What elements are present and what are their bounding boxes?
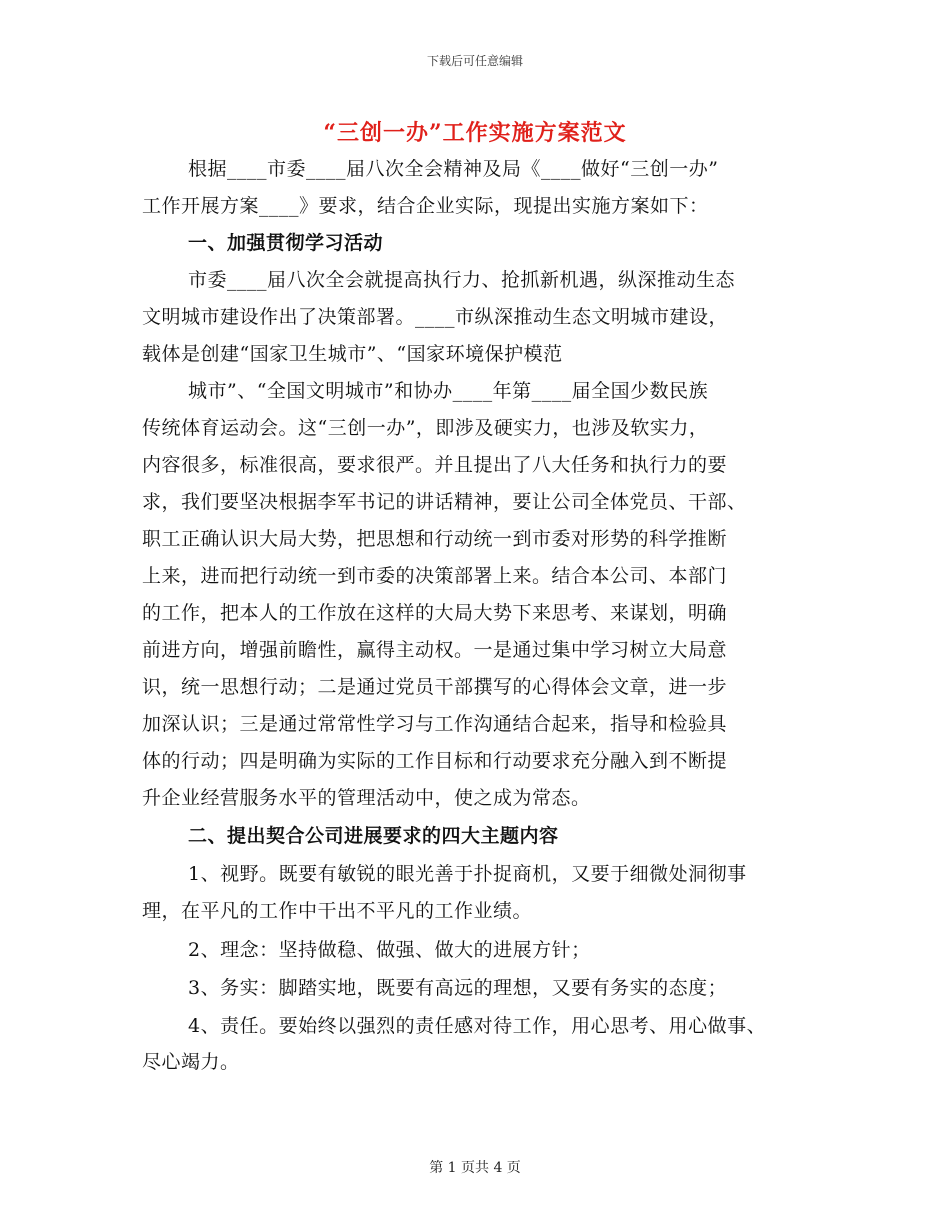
paragraph-line: 根据____市委____届八次全会精神及局《____做好“三创一办”	[188, 158, 719, 180]
page-footer: 第 1 页共 4 页	[429, 1160, 521, 1176]
paragraph-line: 工作开展方案____》要求，结合企业实际，现提出实施方案如下：	[142, 195, 709, 217]
paragraph-line: 市委____届八次全会就提高执行力、抢抓新机遇，纵深推动生态	[188, 269, 736, 291]
paragraph-line: 文明城市建设作出了决策部署。____市纵深推动生态文明城市建设，	[142, 306, 729, 328]
paragraph-line: 的工作，把本人的工作放在这样的大局大势下来思考、来谋划，明确	[142, 602, 728, 624]
paragraph-line: 加深认识；三是通过常常性学习与工作沟通结合起来，指导和检验具	[142, 713, 728, 735]
paragraph-line: 上来，进而把行动统一到市委的决策部署上来。结合本公司、本部门	[142, 565, 728, 587]
paragraph-line: 城市”、“全国文明城市”和协办____年第____届全国少数民族	[188, 380, 709, 402]
paragraph-line: 体的行动；四是明确为实际的工作目标和行动要求充分融入到不断提	[142, 750, 728, 772]
paragraph-line: 传统体育运动会。这“三创一办”，即涉及硬实力，也涉及软实力，	[142, 417, 709, 439]
paragraph-line: 内容很多，标准很高，要求很严。并且提出了八大任务和执行力的要	[142, 454, 728, 476]
paragraph-line: 理，在平凡的工作中干出不平凡的工作业绩。	[142, 900, 533, 922]
paragraph-line: 前进方向，增强前瞻性，赢得主动权。一是通过集中学习树立大局意	[142, 639, 728, 661]
section-heading: 一、加强贯彻学习活动	[188, 232, 384, 254]
paragraph-line: 识，统一思想行动；二是通过党员干部撰写的心得体会文章，进一步	[142, 676, 728, 698]
paragraph-line: 升企业经营服务水平的管理活动中，使之成为常态。	[142, 787, 591, 809]
paragraph-line: 尽心竭力。	[142, 1051, 240, 1073]
paragraph-line: 职工正确认识大局大势，把思想和行动统一到市委对形势的科学推断	[142, 528, 728, 550]
document-title: “三创一办”工作实施方案范文	[323, 120, 627, 146]
paragraph-line: 2、理念：坚持做稳、做强、做大的进展方针；	[188, 939, 591, 961]
page-header: 下载后可任意编辑	[426, 54, 523, 68]
paragraph-line: 求，我们要坚决根据李军书记的讲话精神，要让公司全体党员、干部、	[142, 491, 747, 513]
paragraph-line: 载体是创建“国家卫生城市”、“国家环境保护模范	[142, 343, 563, 365]
paragraph-line: 4、责任。要始终以强烈的责任感对待工作，用心思考、用心做事、	[188, 1015, 767, 1037]
section-heading: 二、提出契合公司进展要求的四大主题内容	[188, 825, 559, 847]
paragraph-line: 3、务实：脚踏实地，既要有高远的理想，又要有务实的态度；	[188, 977, 728, 999]
paragraph-line: 1、视野。既要有敏锐的眼光善于扑捉商机，又要于细微处洞彻事	[188, 863, 747, 885]
